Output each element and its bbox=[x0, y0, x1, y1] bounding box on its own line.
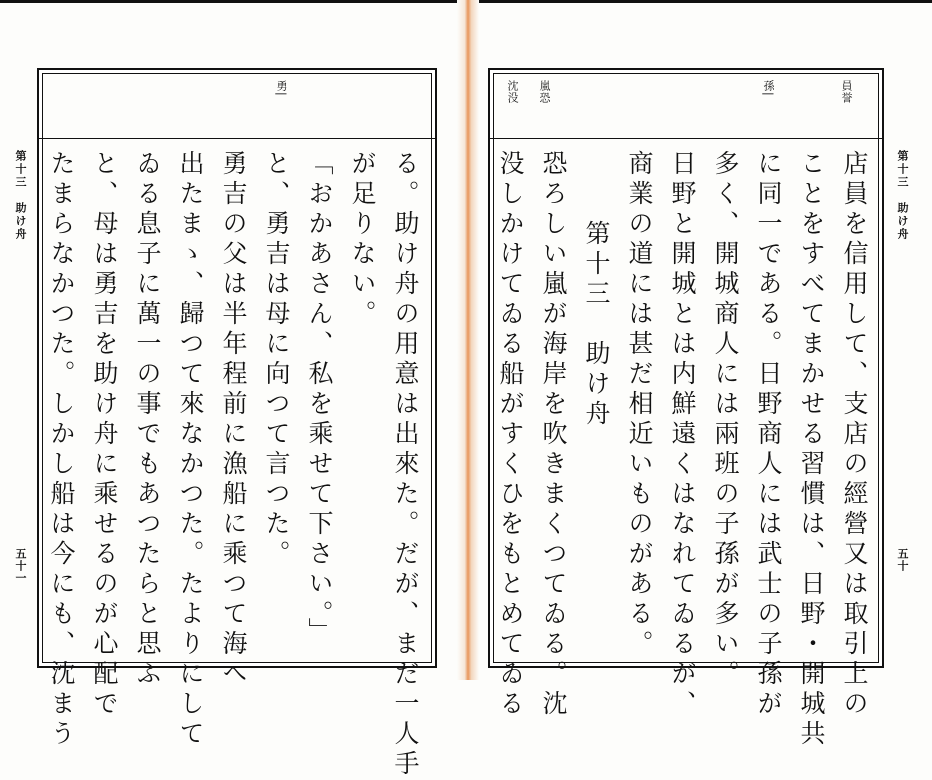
left-line-3: 「おかあさん、私を乘せて下さい。」 bbox=[305, 150, 334, 648]
right-text-frame bbox=[488, 68, 884, 750]
left-line-5: 勇吉の父は半年程前に漁船に乘つて海へ bbox=[219, 150, 248, 690]
book-spine bbox=[457, 0, 479, 680]
left-line-7: ゐる息子に萬一の事でもあつたらと思ふ bbox=[133, 150, 162, 690]
left-text-frame bbox=[37, 68, 437, 780]
right-chapter-heading: 第十三 助け舟 bbox=[582, 220, 611, 430]
left-line-9: たまらなかつた。しかし船は今にも、沈まう bbox=[47, 150, 76, 750]
left-margin-title: 第十三 助け舟 bbox=[14, 150, 27, 241]
left-page bbox=[0, 0, 457, 780]
right-folio: 五十 bbox=[896, 548, 909, 572]
left-line-4: と、勇吉は母に向つて言つた。 bbox=[262, 150, 291, 570]
right-gloss-3: 嵐恐 bbox=[538, 80, 551, 104]
right-page bbox=[479, 0, 932, 750]
left-gloss-1: 勇| bbox=[275, 80, 288, 97]
right-line-4: 多く、開城商人には兩班の子孫が多い。 bbox=[711, 150, 740, 690]
right-line-5: 日野と開城とは内鮮遠くはなれてゐるが、 bbox=[668, 150, 697, 720]
right-gloss-1: 員誉 bbox=[840, 80, 853, 104]
right-line-3: に同一である。日野商人には武士の子孫が bbox=[754, 150, 783, 720]
left-folio: 五十一 bbox=[14, 548, 27, 584]
left-line-6: 出たまゝ、歸つて來なかつた。たよりにして bbox=[176, 150, 205, 750]
right-line-9: 没しかけてゐる船がすくひをもとめてゐる bbox=[496, 150, 525, 720]
right-gloss-4: 沈没 bbox=[506, 80, 519, 104]
right-line-1: 店員を信用して、支店の經營又は取引上の bbox=[840, 150, 869, 720]
right-header-band bbox=[490, 70, 882, 139]
left-line-1: る。助け舟の用意は出來た。だが、まだ一人手 bbox=[391, 150, 420, 780]
right-margin-title: 第十三 助け舟 bbox=[896, 150, 909, 241]
right-line-8: 恐ろしい嵐が海岸を吹きまくつてゐる。沈 bbox=[539, 150, 568, 720]
left-line-8: と、母は勇吉を助け舟に乘せるのが心配で bbox=[90, 150, 119, 720]
right-line-6: 商業の道には甚だ相近いものがある。 bbox=[625, 150, 654, 660]
right-body-text bbox=[489, 150, 876, 750]
right-line-2: ことをすべてまかせる習慣は、日野・開城共 bbox=[797, 150, 826, 750]
left-body-text bbox=[40, 150, 427, 780]
left-line-2: が足りない。 bbox=[348, 150, 377, 330]
left-header-band bbox=[39, 70, 435, 139]
right-gloss-2: 孫| bbox=[762, 80, 775, 97]
